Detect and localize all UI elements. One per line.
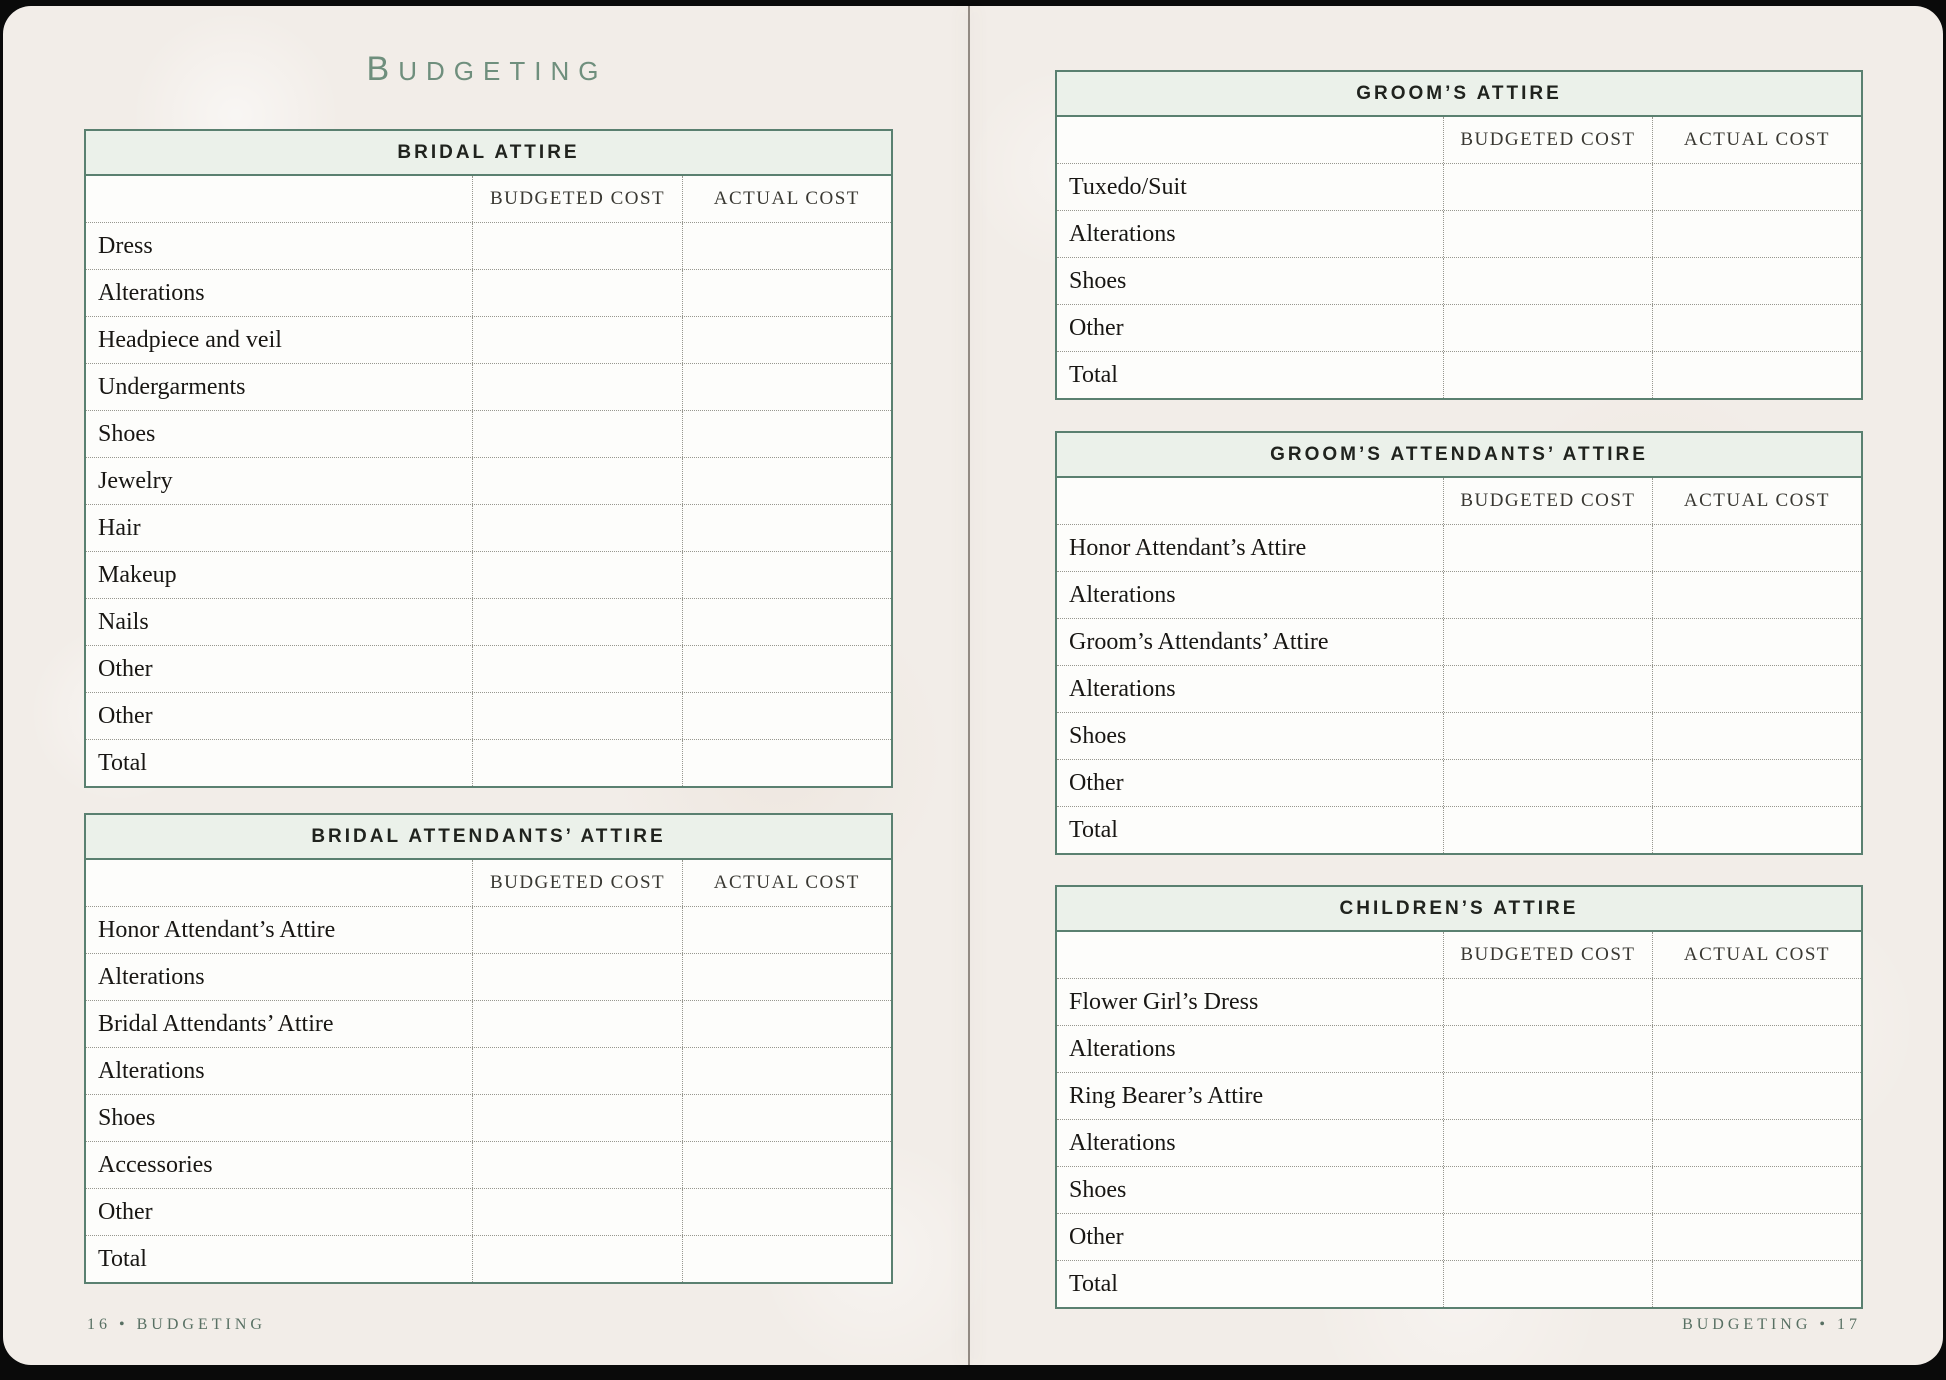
table-row [1057,164,1861,211]
actual-cost-cell [1652,1261,1861,1307]
table-row [86,1001,891,1048]
row-label: Undergarments [98,373,246,400]
row-label: Alterations [1069,1129,1176,1156]
empty-header-cell [1057,478,1443,524]
budgeted-cost-cell [472,646,681,692]
table-rows [1057,525,1861,853]
actual-cost-cell [1652,807,1861,853]
budgeted-cost-cell [1443,666,1652,712]
row-label: Total [1069,1270,1118,1297]
budgeted-cost-cell [472,1048,681,1094]
column-header-row [1057,478,1861,525]
row-label: Honor Attendant’s Attire [98,916,336,943]
table-row [86,599,891,646]
budgeted-cost-cell [472,599,681,645]
row-label: Total [98,1245,147,1272]
row-label: Other [1069,314,1124,341]
table-rows [86,223,891,786]
actual-cost-cell [682,364,891,410]
table-row [86,1189,891,1236]
actual-cost-cell [682,223,891,269]
left-page-footer: 16 • BUDGETING [87,1316,266,1333]
budgeted-cost-header: BUDGETED COST [1443,478,1652,524]
budgeted-cost-cell [472,1001,681,1047]
actual-cost-header: ACTUAL COST [1652,478,1861,524]
row-label: Nails [98,608,149,635]
grooms-attendants-attire-table [1055,431,1863,855]
actual-cost-header: ACTUAL COST [1652,117,1861,163]
actual-cost-cell [682,1095,891,1141]
table-row [1057,619,1861,666]
table-row [1057,1261,1861,1307]
table-title-band [1057,887,1861,932]
actual-cost-cell [682,1189,891,1235]
budgeted-cost-cell [1443,807,1652,853]
row-label: Jewelry [98,467,173,494]
budgeted-cost-cell [472,907,681,953]
budgeted-cost-cell [472,270,681,316]
budgeted-cost-header: BUDGETED COST [472,176,681,222]
table-row [86,223,891,270]
actual-cost-cell [1652,1026,1861,1072]
row-label: Alterations [1069,1035,1176,1062]
budgeted-cost-cell [472,505,681,551]
table-row [86,505,891,552]
table-title: GROOM’S ATTIRE [1356,82,1562,104]
table-row [86,954,891,1001]
table-row [1057,1026,1861,1073]
row-label: Headpiece and veil [98,326,282,353]
budgeted-cost-cell [1443,1073,1652,1119]
table-row [86,1048,891,1095]
actual-cost-cell [1652,572,1861,618]
actual-cost-cell [1652,352,1861,398]
row-label: Alterations [1069,220,1176,247]
actual-cost-header: ACTUAL COST [682,176,891,222]
budgeted-cost-header: BUDGETED COST [1443,932,1652,978]
actual-cost-cell [1652,760,1861,806]
actual-cost-cell [682,954,891,1000]
row-label: Alterations [1069,581,1176,608]
actual-cost-cell [682,1142,891,1188]
actual-cost-cell [682,270,891,316]
budgeted-cost-cell [472,552,681,598]
budgeted-cost-cell [1443,1214,1652,1260]
actual-cost-cell [682,1048,891,1094]
actual-cost-cell [682,458,891,504]
table-row [86,646,891,693]
actual-cost-cell [682,693,891,739]
childrens-attire-table [1055,885,1863,1309]
actual-cost-cell [682,599,891,645]
table-title-band [86,131,891,176]
actual-cost-cell [1652,1120,1861,1166]
column-header-row [1057,117,1861,164]
empty-header-cell [1057,117,1443,163]
actual-cost-cell [682,1001,891,1047]
budgeted-cost-cell [472,223,681,269]
budgeted-cost-cell [1443,713,1652,759]
budgeted-cost-cell [472,317,681,363]
budgeted-cost-cell [1443,619,1652,665]
row-label: Total [1069,361,1118,388]
book-spread [3,6,1943,1365]
budgeted-cost-cell [1443,1120,1652,1166]
budgeted-cost-cell [1443,572,1652,618]
table-title-band [86,815,891,860]
actual-cost-cell [1652,305,1861,351]
table-row [1057,1214,1861,1261]
budgeted-cost-cell [1443,164,1652,210]
budgeted-cost-cell [472,364,681,410]
actual-cost-cell [1652,1073,1861,1119]
table-row [86,1095,891,1142]
table-row [86,270,891,317]
table-title: CHILDREN’S ATTIRE [1339,897,1579,919]
budgeted-cost-header: BUDGETED COST [1443,117,1652,163]
actual-cost-cell [1652,619,1861,665]
actual-cost-cell [1652,1214,1861,1260]
column-header-row [1057,932,1861,979]
table-row [86,552,891,599]
actual-cost-cell [1652,164,1861,210]
row-label: Hair [98,514,141,541]
row-label: Other [1069,1223,1124,1250]
empty-header-cell [86,176,472,222]
row-label: Tuxedo/Suit [1069,173,1187,200]
table-row [1057,1120,1861,1167]
actual-cost-cell [1652,211,1861,257]
table-row [1057,1167,1861,1214]
row-label: Bridal Attendants’ Attire [98,1010,334,1037]
budgeted-cost-cell [472,1236,681,1282]
row-label: Shoes [98,1104,156,1131]
table-rows [1057,979,1861,1307]
row-label: Other [98,655,153,682]
table-title-band [1057,433,1861,478]
actual-cost-cell [682,646,891,692]
table-row [1057,713,1861,760]
empty-header-cell [86,860,472,906]
row-label: Groom’s Attendants’ Attire [1069,628,1329,655]
actual-cost-cell [1652,979,1861,1025]
table-row [1057,525,1861,572]
budgeted-cost-cell [1443,1261,1652,1307]
actual-cost-cell [682,317,891,363]
row-label: Shoes [1069,1176,1127,1203]
budgeted-cost-cell [1443,525,1652,571]
actual-cost-cell [682,552,891,598]
actual-cost-cell [682,505,891,551]
budgeted-cost-cell [1443,352,1652,398]
row-label: Total [98,749,147,776]
table-row [86,693,891,740]
column-header-row [86,860,891,907]
budgeted-cost-cell [472,1142,681,1188]
budgeted-cost-cell [1443,760,1652,806]
right-page-footer: BUDGETING • 17 [1682,1316,1861,1333]
bridal-attire-table [84,129,893,788]
budgeted-cost-cell [472,411,681,457]
table-row [1057,807,1861,853]
table-title-band [1057,72,1861,117]
budgeted-cost-cell [472,458,681,504]
budgeted-cost-cell [472,1095,681,1141]
row-label: Ring Bearer’s Attire [1069,1082,1264,1109]
table-row [86,411,891,458]
actual-cost-header: ACTUAL COST [1652,932,1861,978]
row-label: Alterations [98,1057,205,1084]
actual-cost-cell [682,1236,891,1282]
grooms-attire-table [1055,70,1863,400]
row-label: Other [1069,769,1124,796]
row-label: Other [98,1198,153,1225]
budgeted-cost-cell [1443,258,1652,304]
row-label: Alterations [98,963,205,990]
table-row [86,317,891,364]
row-label: Makeup [98,561,177,588]
table-row [86,1142,891,1189]
row-label: Shoes [98,420,156,447]
page-title: BUDGETING [366,50,608,88]
table-row [86,364,891,411]
actual-cost-cell [682,411,891,457]
actual-cost-cell [682,740,891,786]
table-row [86,740,891,786]
table-row [1057,1073,1861,1120]
actual-cost-header: ACTUAL COST [682,860,891,906]
budgeted-cost-cell [472,1189,681,1235]
page-seam [968,6,970,1365]
empty-header-cell [1057,932,1443,978]
table-rows [86,907,891,1282]
table-row [1057,211,1861,258]
budgeted-cost-cell [1443,211,1652,257]
table-row [1057,760,1861,807]
row-label: Accessories [98,1151,213,1178]
table-title: GROOM’S ATTENDANTS’ ATTIRE [1270,443,1648,465]
row-label: Shoes [1069,267,1127,294]
table-row [1057,666,1861,713]
table-title: BRIDAL ATTENDANTS’ ATTIRE [311,825,666,847]
table-row [1057,352,1861,398]
budgeted-cost-cell [1443,979,1652,1025]
row-label: Alterations [98,279,205,306]
table-row [1057,979,1861,1026]
actual-cost-cell [682,907,891,953]
actual-cost-cell [1652,666,1861,712]
bridal-attendants-attire-table [84,813,893,1284]
table-row [86,1236,891,1282]
table-title: BRIDAL ATTIRE [397,141,580,163]
budgeted-cost-header: BUDGETED COST [472,860,681,906]
row-label: Alterations [1069,675,1176,702]
row-label: Flower Girl’s Dress [1069,988,1259,1015]
row-label: Other [98,702,153,729]
table-rows [1057,164,1861,398]
budgeted-cost-cell [472,740,681,786]
table-row [86,458,891,505]
table-row [1057,258,1861,305]
table-row [1057,305,1861,352]
budgeted-cost-cell [472,954,681,1000]
column-header-row [86,176,891,223]
actual-cost-cell [1652,525,1861,571]
row-label: Honor Attendant’s Attire [1069,534,1307,561]
row-label: Total [1069,816,1118,843]
row-label: Dress [98,232,153,259]
actual-cost-cell [1652,258,1861,304]
table-row [86,907,891,954]
budgeted-cost-cell [1443,1026,1652,1072]
actual-cost-cell [1652,713,1861,759]
actual-cost-cell [1652,1167,1861,1213]
table-row [1057,572,1861,619]
budgeted-cost-cell [1443,1167,1652,1213]
budgeted-cost-cell [1443,305,1652,351]
row-label: Shoes [1069,722,1127,749]
budgeted-cost-cell [472,693,681,739]
